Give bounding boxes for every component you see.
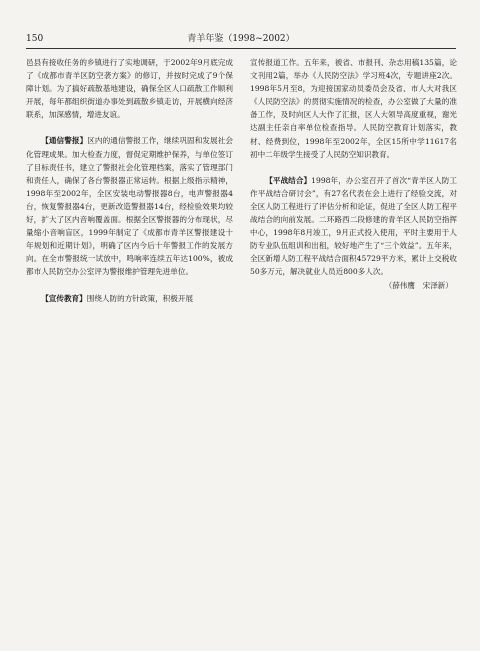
page-header [26, 32, 456, 46]
paragraph-body: 区内的通信警报工作，继续巩固和发展社会化管理成果。加大检查力度，督促定期维护保养，与单位签订了目标责任书，建立了警报社会化管理档案，落实了管理部门和责任人，确保了各台警报器正常运转。根据上级指示精神，1998年至2002年，全区安装电动警报器8台，电声警报器4台，恢复警报器4台，更新改造警报器14台，经检验效果均较好，扩大了区内音响覆盖面。根据全区警报器的分布现状，尽量缩小音响盲区，1999年制定了《成都市青羊区警报建设十年规划和近期计划》，明确了区内今后十年警报工作的发展方向。在全市警报统一试放中，鸣响率连续五年达100%，被成都市人民防空办公室评为警报维护管理先进单位。 [26, 136, 234, 277]
paragraph-evacuation: 邑县有接收任务的乡镇进行了实地调研，于2002年9月底完成了《成都市青羊区防空袭方案》的修订，并按时完成了9个保障计划。为了搞好疏散基地建设，确保全区人口疏散工作顺利开展，每年都组织街道办事处到疏散乡镇走访，开展横向经济联系，加深感情，增进友谊。 [26, 58, 233, 120]
section-label-peacetime-wartime: 【平战结合】 [265, 175, 312, 185]
right-column [250, 56, 457, 292]
running-title: 青羊年鉴（1998~2002） [187, 34, 295, 44]
page-number: 150 [26, 34, 44, 44]
author-credit: （薛伟鹰 宋泽新） [384, 280, 453, 290]
paragraph-body: 1998年，办公室召开了首次“青羊区人防工作平战结合研讨会”，有27名代表在会上进行了经验交流，对全区人防工程进行了评估分析和论证，促进了全区人防工程平战结合的向前发展。二环路西二段修建的青羊区人民防空指挥中心，1998年8月竣工，9月正式投入使用，平时主要用于人防专业队伍组训和出租，较好地产生了“三个效益”。五年来，全区新增人防工程平战结合面积45729平方米，累计上交税收50多万元，解决就业人员近800多人次。 [250, 175, 457, 277]
paragraph-publicity-education [26, 292, 233, 305]
header-rule [26, 48, 456, 49]
left-column [26, 56, 233, 305]
paragraph-publicity-continued: 宣传报道工作。五年来，被省、市报刊、杂志用稿135篇，论文刊用2篇，举办《人民防空法》学习班4次，专题讲座2次。1998年5月至8，为迎接国家动员委员会及省、市人大对我区《人民防空法》的贯彻实施情况的检查，办公室做了大量的准备工作，及时向区人大作了汇报，区人大领导高度重视，谢光达副主任亲自率单位检查指导。人民防空教育计划落实，教材、经费到位，1998年至2002年，全区15所中学11617名初中二年级学生接受了人民防空知识教育。 [250, 58, 457, 159]
paragraph-peacetime-wartime [250, 174, 457, 279]
section-label-publicity-education: 【宣传教育】 [41, 293, 87, 303]
section-label-communication-alarm: 【通信警报】 [41, 136, 88, 146]
paragraph-body: 围绕人防的方针政策，积极开展 [86, 293, 194, 303]
paragraph-communication-alarm [26, 134, 233, 278]
